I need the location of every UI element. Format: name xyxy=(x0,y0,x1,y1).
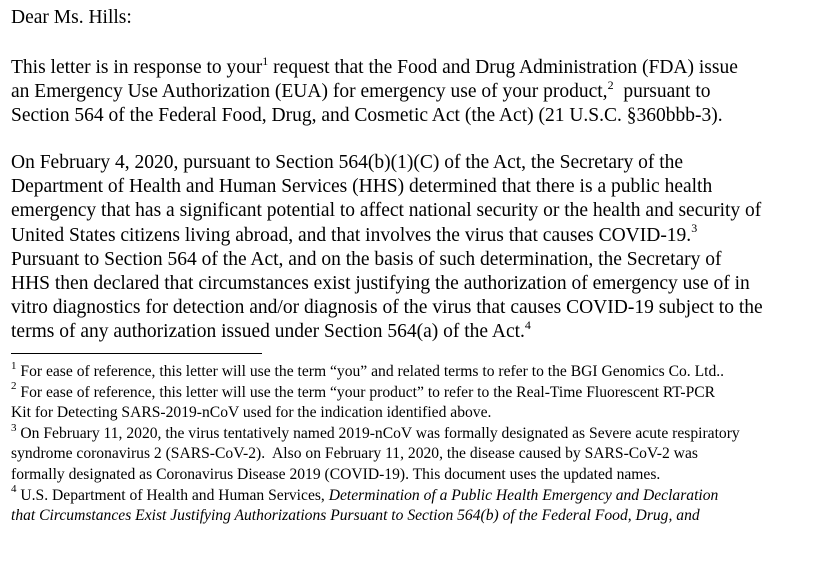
paragraph-line: an Emergency Use Authorization (EUA) for emergency use of your product,$^2$ pursuant to xyxy=(11,77,711,103)
footnote-3: $^3$ On February 11, 2020, the virus tentatively named 2019-nCoV was formally designated as Severe acute respiratory syndrome coronavirus 2 (SARS-CoV-2). Also on February 11, 2020, the disease caused by SARS-CoV-2 was formally designated as Coronavirus Disease 2019 (COVID-19). This document uses the updated names. xyxy=(11,421,740,483)
footnote-ref-2[interactable]: 2 xyxy=(607,77,614,92)
footnotes xyxy=(11,359,831,527)
footnote-marker: 2 xyxy=(11,380,17,393)
paragraph-line: terms of any authorization issued under Section 564(a) of the Act.$^4$ xyxy=(11,317,531,343)
footnote-marker: 1 xyxy=(11,359,17,372)
footnote-separator xyxy=(11,353,262,354)
paragraph-request xyxy=(11,53,826,129)
footnote-marker: 3 xyxy=(11,421,17,434)
paragraph-line: Pursuant to Section 564 of the Act, and on the basis of such determination, the Secretary of xyxy=(11,248,722,270)
paragraph-line: emergency that has a significant potential to affect national security or the health and security of xyxy=(11,200,762,222)
footnote-ref-1[interactable]: 1 xyxy=(262,53,269,68)
citation-title: Determination of a Public Health Emergency and Declaration xyxy=(328,486,719,504)
paragraph-line: HHS then declared that circumstances exist justifying the authorization of emergency use of in xyxy=(11,273,750,295)
paragraph-determination xyxy=(11,151,826,345)
salutation: Dear Ms. Hills: xyxy=(11,7,132,28)
paragraph-line: vitro diagnostics for detection and/or diagnosis of the virus that causes COVID-19 subject to the xyxy=(11,297,763,319)
footnote-2: $^2$ For ease of reference, this letter will use the term “your product” to refer to the Real-Time Fluorescent RT-PCR Kit for Detecting SARS-2019-nCoV used for the indication identified above. xyxy=(11,380,716,422)
footnote-1: $^1$ For ease of reference, this letter will use the term “you” and related terms to refer to the BGI Genomics Co. Ltd.. xyxy=(11,359,725,380)
footnote-ref-4[interactable]: 4 xyxy=(524,317,531,332)
citation-title-cont: that Circumstances Exist Justifying Authorizations Pursuant to Section 564(b) of the Federal Food, Drug, and xyxy=(11,507,700,525)
footnote-marker: 4 xyxy=(11,483,17,496)
paragraph-line: United States citizens living abroad, and that involves the virus that causes COVID-19.$^3$ xyxy=(11,221,698,246)
paragraph-line: On February 4, 2020, pursuant to Section 564(b)(1)(C) of the Act, the Secretary of the xyxy=(11,152,684,173)
footnote-ref-3[interactable]: 3 xyxy=(691,221,698,236)
paragraph-line: This letter is in response to your$^1$ request that the Food and Drug Administration (FDA) issue xyxy=(11,53,738,78)
paragraph-line: Department of Health and Human Services (HHS) determined that there is a public health xyxy=(11,176,713,198)
paragraph-line: Section 564 of the Federal Food, Drug, and Cosmetic Act (the Act) (21 U.S.C. §360bbb-3). xyxy=(11,105,723,127)
footnote-4: $^4$ U.S. Department of Health and Human Services, Determination of a Public Health Emergency and Declaration that Circumstances Exist Justifying Authorizations Pursuant to Section 564(b) of the Federal Food, Drug, and xyxy=(11,483,719,525)
